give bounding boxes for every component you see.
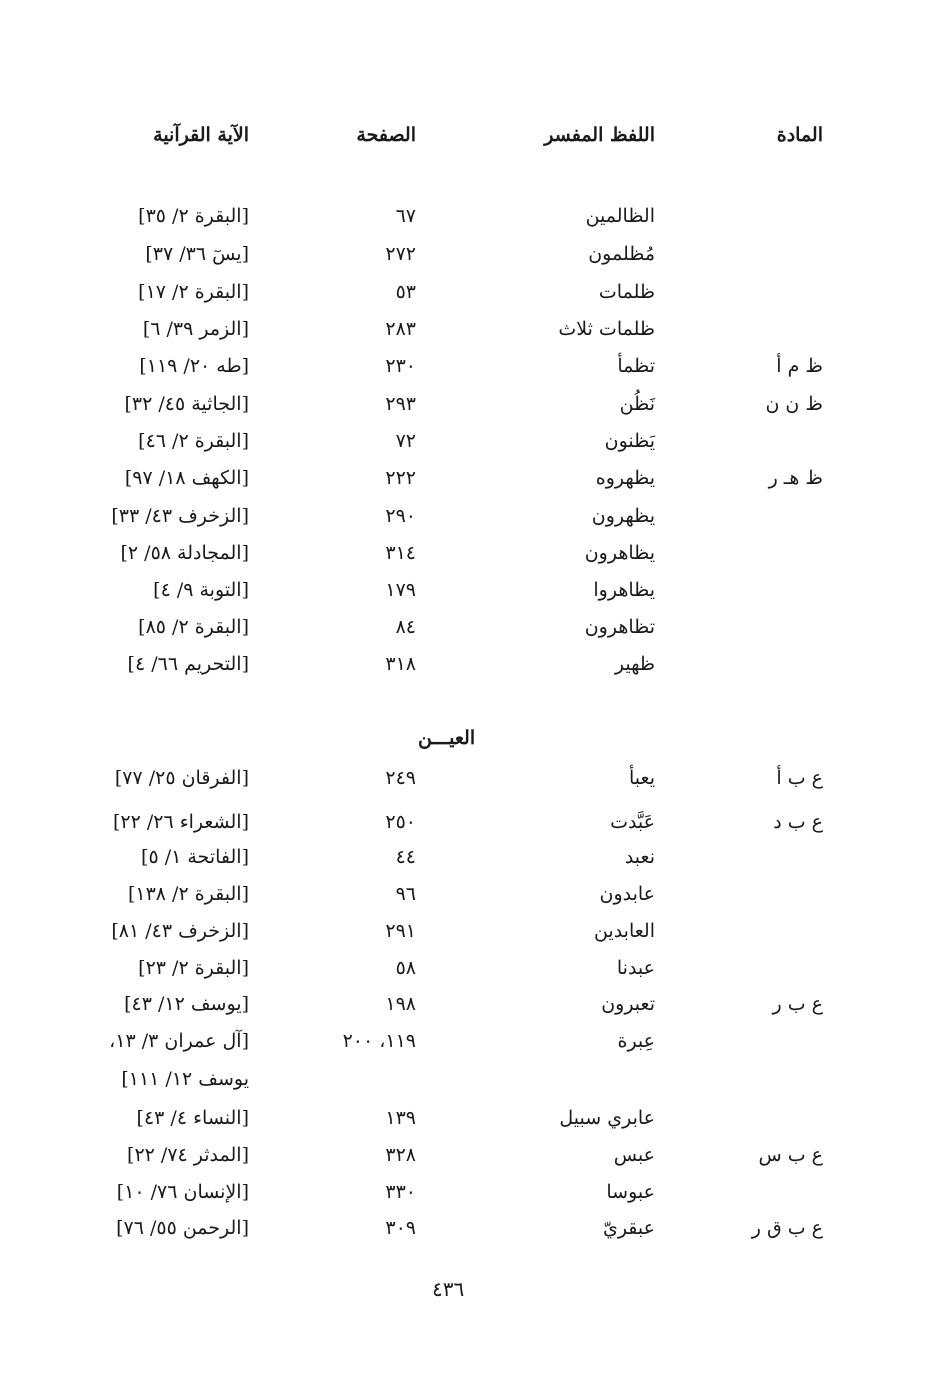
cell-word: يظهروه bbox=[595, 467, 655, 489]
cell-verse: [الفرقان ٢٥/ ٧٧] bbox=[114, 767, 249, 789]
cell-verse: [البقرة ٢/ ١٣٨] bbox=[127, 883, 249, 905]
cell-page: ٤٤ bbox=[395, 846, 416, 868]
cell-page: ٣٢٨ bbox=[385, 1144, 416, 1166]
cell-verse: [الزخرف ٤٣/ ٨١] bbox=[111, 920, 249, 942]
cell-verse: [آل عمران ٣/ ١٣، bbox=[109, 1030, 249, 1052]
cell-page: ٢٥٠ bbox=[385, 811, 416, 833]
cell-word: عبدنا bbox=[616, 957, 655, 979]
cell-root: ع ب س bbox=[758, 1144, 823, 1166]
header-word: اللفظ المفسر bbox=[544, 124, 655, 146]
cell-verse: [النساء ٤/ ٤٣] bbox=[136, 1107, 249, 1129]
cell-word: ظلمات ثلاث bbox=[558, 318, 655, 340]
cell-verse: [الجاثية ٤٥/ ٣٢] bbox=[124, 393, 249, 415]
cell-word: عِبرة bbox=[617, 1030, 655, 1052]
cell-verse: [المدثر ٧٤/ ٢٢] bbox=[127, 1144, 249, 1166]
cell-verse: [الشعراء ٢٦/ ٢٢] bbox=[112, 811, 249, 833]
cell-page: ٢٢٢ bbox=[385, 467, 416, 489]
cell-verse: [البقرة ٢/ ٤٦] bbox=[138, 430, 249, 452]
cell-page: ١١٩، ٢٠٠ bbox=[342, 1030, 416, 1052]
header-page: الصفحة bbox=[356, 124, 416, 146]
cell-page: ٩٦ bbox=[395, 883, 416, 905]
cell-root: ع ب أ bbox=[776, 767, 823, 789]
cell-word: عبوسا bbox=[606, 1181, 655, 1203]
cell-verse: [الإنسان ٧٦/ ١٠] bbox=[116, 1181, 249, 1203]
cell-verse: [الزمر ٣٩/ ٦] bbox=[142, 318, 249, 340]
cell-page: ٢٩٠ bbox=[385, 505, 416, 527]
cell-word: عبقريّ bbox=[602, 1217, 655, 1239]
cell-word: الظالمين bbox=[585, 205, 655, 227]
cell-word: تظمأ bbox=[617, 355, 655, 377]
cell-word: نعبد bbox=[624, 846, 655, 868]
cell-word: يظهرون bbox=[591, 505, 655, 527]
section-title: العيـــن bbox=[418, 727, 476, 749]
cell-root: ظ ن ن bbox=[765, 393, 823, 415]
cell-word: عبس bbox=[613, 1144, 655, 1166]
cell-page: ٣١٤ bbox=[385, 542, 416, 564]
cell-verse: [يسٓ ٣٦/ ٣٧] bbox=[145, 243, 249, 265]
cell-page: ٢٧٢ bbox=[385, 243, 416, 265]
cell-word: مُظلمون bbox=[588, 243, 655, 265]
cell-page: ١٧٩ bbox=[385, 579, 416, 601]
cell-word: العابدين bbox=[593, 920, 655, 942]
cell-page: ٢٣٠ bbox=[385, 355, 416, 377]
cell-page: ٣٣٠ bbox=[385, 1181, 416, 1203]
cell-word: تظاهرون bbox=[584, 616, 655, 638]
cell-page: ٢٨٣ bbox=[385, 318, 416, 340]
cell-word: يظاهروا bbox=[593, 579, 655, 601]
cell-verse: [الرحمن ٥٥/ ٧٦] bbox=[116, 1217, 249, 1239]
header-root: المادة bbox=[776, 124, 823, 146]
cell-word: نَظُن bbox=[619, 393, 655, 415]
cell-page: ٦٧ bbox=[395, 205, 416, 227]
cell-root: ع ب ق ر bbox=[751, 1217, 823, 1239]
cell-word: ظهير bbox=[614, 653, 655, 675]
cell-verse: [التوبة ٩/ ٤] bbox=[153, 579, 249, 601]
cell-page: ١٣٩ bbox=[385, 1107, 416, 1129]
cell-page: ١٩٨ bbox=[385, 993, 416, 1015]
cell-word: ظلمات bbox=[598, 281, 655, 303]
header-verse: الآية القرآنية bbox=[153, 124, 249, 146]
cell-verse: [طه ٢٠/ ١١٩] bbox=[139, 355, 249, 377]
cell-page: ٧٢ bbox=[395, 430, 416, 452]
cell-word: يَظنون bbox=[604, 430, 655, 452]
cell-word: عابدون bbox=[599, 883, 655, 905]
cell-verse: [البقرة ٢/ ٢٣] bbox=[138, 957, 249, 979]
cell-verse: [الكهف ١٨/ ٩٧] bbox=[124, 467, 249, 489]
cell-verse: [التحريم ٦٦/ ٤] bbox=[127, 653, 249, 675]
cell-page: ٢٩٣ bbox=[385, 393, 416, 415]
cell-root: ظ هـ ر bbox=[768, 467, 823, 489]
cell-word: يعبأ bbox=[629, 767, 655, 789]
cell-word: عَبَّدت bbox=[610, 811, 655, 833]
cell-word: تعبرون bbox=[601, 993, 655, 1015]
cell-page: ٢٩١ bbox=[385, 920, 416, 942]
cell-word: عابري سبيل bbox=[559, 1107, 655, 1129]
cell-page: ٢٤٩ bbox=[385, 767, 416, 789]
cell-page: ٥٣ bbox=[395, 281, 416, 303]
cell-page: ٥٨ bbox=[395, 957, 416, 979]
cell-root: ظ م أ bbox=[776, 355, 823, 377]
page-number: ٤٣٦ bbox=[432, 1277, 465, 1301]
cell-verse: [يوسف ١٢/ ٤٣] bbox=[124, 993, 249, 1015]
cell-root: ع ب ر bbox=[772, 993, 823, 1015]
cell-verse: [البقرة ٢/ ٣٥] bbox=[138, 205, 249, 227]
cell-verse: [الزخرف ٤٣/ ٣٣] bbox=[111, 505, 249, 527]
cell-word: يظاهرون bbox=[584, 542, 655, 564]
cell-verse: [الفاتحة ١/ ٥] bbox=[141, 846, 249, 868]
cell-page: ٣١٨ bbox=[385, 653, 416, 675]
cell-verse: [المجادلة ٥٨/ ٢] bbox=[120, 542, 249, 564]
cell-verse: يوسف ١٢/ ١١١] bbox=[121, 1068, 249, 1090]
cell-root: ع ب د bbox=[773, 811, 823, 833]
cell-verse: [البقرة ٢/ ٨٥] bbox=[138, 616, 249, 638]
cell-verse: [البقرة ٢/ ١٧] bbox=[138, 281, 249, 303]
cell-page: ٣٠٩ bbox=[385, 1217, 416, 1239]
cell-page: ٨٤ bbox=[395, 616, 416, 638]
